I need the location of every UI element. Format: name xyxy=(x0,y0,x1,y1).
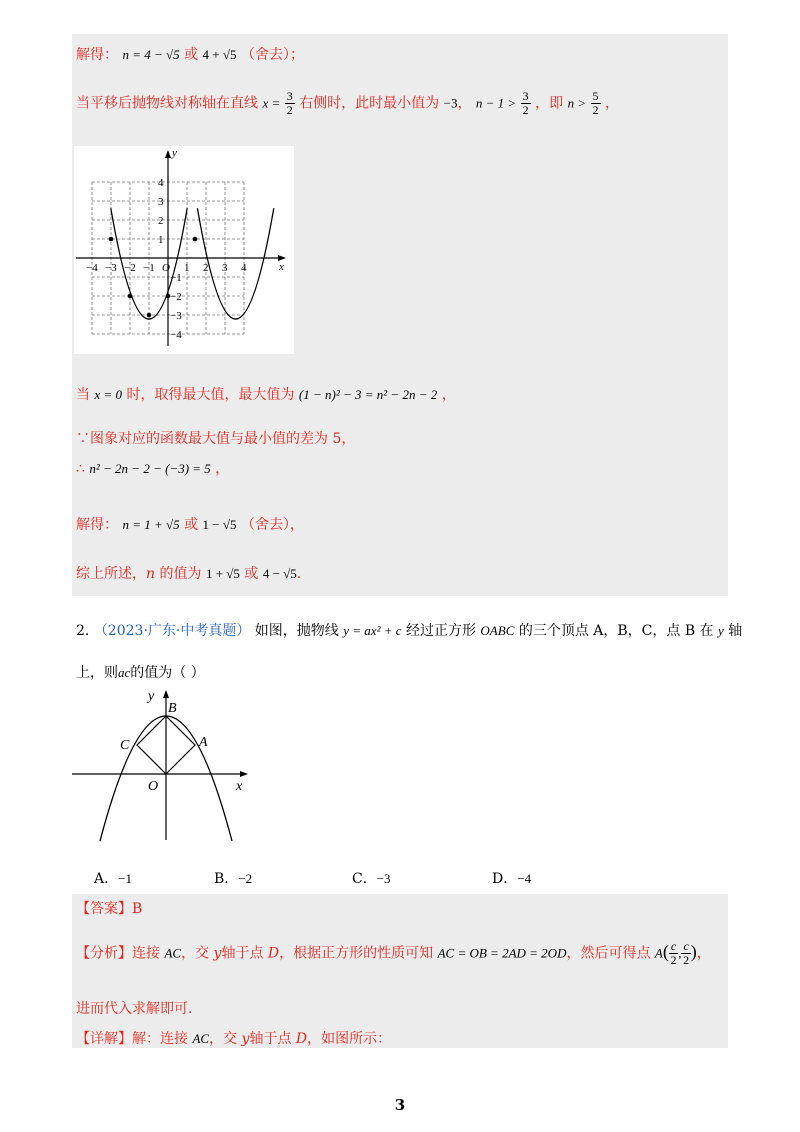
analysis-line-1: 【分析】连接 AC，交 y轴于点 D，根据正方形的性质可知 AC = OB = 2AD = 2OD，然后可得点 A( $\frac{c}{2}$ , $\frac{c}{2}$ )， xyxy=(76,939,711,968)
graph-2-svg xyxy=(70,688,250,844)
x-tick: 3 xyxy=(222,262,228,274)
origin-label: O xyxy=(162,262,170,274)
fraction: $\frac{3}{2}$ xyxy=(286,89,293,118)
y-axis-label: y xyxy=(148,689,155,704)
y-axis-arrow-icon xyxy=(163,690,169,698)
solution-line-7: 综上所述，n 的值为 1 + √5 或 4 − √5. xyxy=(76,566,302,582)
analysis-line-2: 进而代入求解即可. xyxy=(76,1001,193,1017)
fraction: $\frac{3}{2}$ xyxy=(522,89,529,118)
point xyxy=(128,294,133,299)
y-axis-arrow-icon xyxy=(165,150,171,158)
fraction: $\frac{c}{2}$ xyxy=(683,939,690,968)
x-axis-label: x xyxy=(279,261,284,273)
option-d[interactable]: D．−4 xyxy=(492,871,532,887)
x-tick: 1 xyxy=(184,262,190,274)
solution-line-4: ∵图象对应的函数最大值与最小值的差为 5， xyxy=(76,431,356,447)
solution-line-1: 解得： n = 4 − √5 或 4 + √5 （舍去）； xyxy=(76,47,304,63)
point-b-label: B xyxy=(168,701,177,716)
graph-1-svg xyxy=(74,146,294,354)
question-line-2: 上，则ac的值为（ ） xyxy=(76,665,205,681)
y-tick: 2 xyxy=(158,215,164,227)
graph-1-labels xyxy=(86,147,284,341)
solution-line-6: 解得： n = 1 + √5 或 1 − √5 （舍去）， xyxy=(76,517,304,533)
y-tick: −3 xyxy=(170,310,182,322)
fraction: $\frac{c}{2}$ xyxy=(670,939,677,968)
question-line-1: 2. （2023·广东·中考真题） 如图，抛物线 y = ax² + c 经过正方形 OABC 的三个顶点 A，B，C，点 B 在 y 轴 xyxy=(76,623,743,639)
y-axis-label: y xyxy=(172,147,177,159)
y-tick: −4 xyxy=(170,329,182,341)
y-tick: −2 xyxy=(170,291,182,303)
y-tick: −1 xyxy=(170,272,182,284)
x-axis-label: x xyxy=(236,779,243,794)
y-tick: 1 xyxy=(158,234,164,246)
parabola-graph-1 xyxy=(74,146,294,354)
option-b[interactable]: B．−2 xyxy=(214,871,253,887)
x-tick: 2 xyxy=(203,262,209,274)
point-a-label: A xyxy=(199,735,208,750)
parabola-right xyxy=(197,208,273,319)
solution-line-3: 当 x = 0 时，取得最大值，最大值为 (1 − n)² − 3 = n² − 2n − 2 ， xyxy=(76,387,456,403)
point xyxy=(109,237,114,242)
origin-label: O xyxy=(148,779,159,794)
x-axis-arrow-icon xyxy=(240,771,248,777)
y-tick: 4 xyxy=(158,177,164,189)
solution-line-5: ∴ n² − 2n − 2 − (−3) = 5 ， xyxy=(76,461,230,477)
answer-line: 【答案】B xyxy=(76,901,143,917)
point xyxy=(193,237,198,242)
x-tick: 4 xyxy=(241,262,247,274)
answer-block xyxy=(72,894,728,1048)
page-number: 3 xyxy=(394,1096,406,1114)
option-c[interactable]: C．−3 xyxy=(352,871,391,887)
question-source: （2023·广东·中考真题） xyxy=(93,623,251,639)
square-parabola-diagram xyxy=(70,688,250,844)
point-c-label: C xyxy=(120,738,130,753)
x-tick: −2 xyxy=(124,262,136,274)
y-tick: 3 xyxy=(158,196,164,208)
fraction: $\frac{5}{2}$ xyxy=(592,89,599,118)
solution-line-2: 当平移后抛物线对称轴在直线 x = $\frac{3}{2}$ 右侧时，此时最小值为 −3， n − 1 > $\frac{3}{2}$ ，即 n > $\frac{5}{2}$ ， xyxy=(76,89,619,118)
x-tick: −4 xyxy=(86,262,98,274)
point xyxy=(147,313,152,318)
detail-line: 【详解】解：连接 AC，交 y轴于点 D，如图所示： xyxy=(76,1031,392,1047)
graph-2-labels xyxy=(120,689,243,794)
option-a[interactable]: A．−1 xyxy=(94,871,132,887)
x-tick: −3 xyxy=(105,262,117,274)
x-tick: −1 xyxy=(143,262,155,274)
